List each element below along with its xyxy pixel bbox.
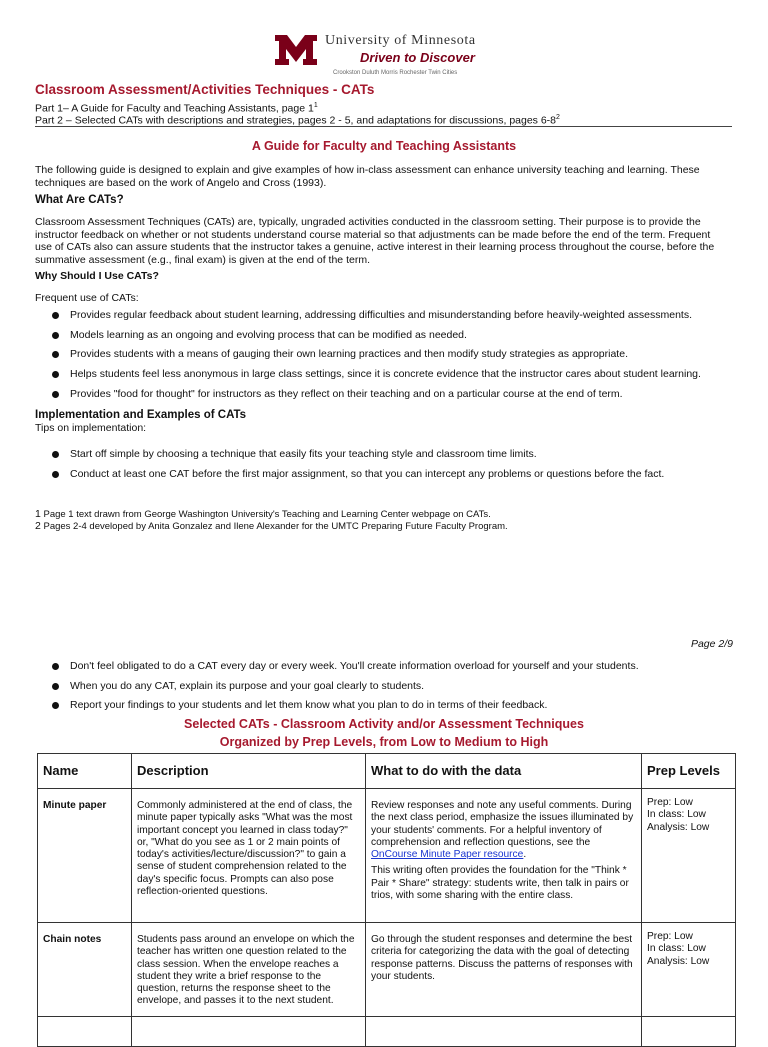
logo-campuses: Crookston Duluth Morris Rochester Twin Cities <box>333 70 458 76</box>
bullet-icon <box>52 663 59 670</box>
bullet-icon <box>52 471 59 478</box>
block-m-logo-icon <box>275 35 317 65</box>
bullet-icon <box>52 451 59 458</box>
what-heading: What Are CATs? <box>35 194 124 206</box>
column-header-data: What to do with the data <box>366 754 642 789</box>
cat-prep-levels: Prep: Low In class: Low Analysis: Low <box>642 789 736 923</box>
column-header-prep: Prep Levels <box>642 754 736 789</box>
title-divider <box>35 126 732 127</box>
cat-prep-levels: Prep: Low In class: Low Analysis: Low <box>642 923 736 1017</box>
column-header-description: Description <box>132 754 366 789</box>
frequent-use-label: Frequent use of CATs: <box>35 292 139 304</box>
cat-data-cell: Review responses and note any useful comments. During the next class period, emphasize the issues illuminated by your students' comments. For a helpful inventory of comprehension and reflection questions, see the OnCourse Minute Paper resource. This writing often provides the foundation for the "Think * Pair * Share" strategy: students write, then talk in pairs or trios, with some sharing with the entire class. <box>366 789 642 923</box>
bullet-icon <box>52 702 59 709</box>
page-number: Page 2/9 <box>690 638 733 650</box>
bullet-icon <box>52 351 59 358</box>
bullet-icon <box>52 683 59 690</box>
column-header-name: Name <box>38 754 132 789</box>
logo-university-name: University of Minnesota <box>325 33 476 48</box>
cat-data-cell: Go through the student responses and determine the best criteria for categorizing the data with the goal of detecting response patterns. Discuss the patterns of responses with your students. <box>366 923 642 1017</box>
part-1-line: Part 1– A Guide for Faculty and Teaching Assistants, page $1^1$ <box>35 102 318 115</box>
implementation-heading: Implementation and Examples of CATs <box>35 409 247 421</box>
prep-levels-subheading: Organized by Prep Levels, from Low to Medium to High <box>219 735 549 749</box>
why-heading: Why Should I Use CATs? <box>35 270 159 282</box>
part-2-line: Part 2 – Selected CATs with descriptions and strategies, pages 2 - 5, and adaptations for discussions, pages $6-8^2$ <box>35 114 560 127</box>
document-title: Classroom Assessment/Activities Techniques - CATs <box>35 82 375 97</box>
selected-cats-heading: Selected CATs - Classroom Activity and/or Assessment Techniques <box>184 717 584 731</box>
logo-tagline: Driven to Discover <box>360 50 475 65</box>
footnote-2: 2 Pages 2-4 developed by Anita Gonzalez and Ilene Alexander for the UMTC Preparing Future Faculty Program. <box>35 520 508 532</box>
university-logo <box>275 33 505 81</box>
intro-paragraph: The following guide is designed to explain and give examples of how in-class assessment can enhance university teaching and learning. These techniques are based on the work of Angelo and Cross (1993). <box>35 164 700 189</box>
table-row <box>38 789 736 923</box>
cat-description: Commonly administered at the end of class, the minute paper typically asks "What was the most important concept you learned in class today?" or, "What do you see as 1 or 2 main points of today's activities/lecture/discussion?" to gain a sense of student comprehension related to the day's specific focus. Prompts can also pose reflection-oriented questions. <box>132 789 366 923</box>
cat-description: Students pass around an envelope on which the teacher has written one question related to the class session. When the envelope reaches a student they write a brief response to the question, returns the response sheet to the envelope, and passes it to the next student. <box>132 923 366 1017</box>
bullet-icon <box>52 391 59 398</box>
guide-heading: A Guide for Faculty and Teaching Assistants <box>251 139 517 153</box>
table-row <box>38 923 736 1017</box>
bullet-icon <box>52 371 59 378</box>
bullet-icon <box>52 332 59 339</box>
oncourse-minute-paper-link[interactable]: OnCourse Minute Paper resource <box>371 849 524 861</box>
cat-name: Chain notes <box>38 923 132 1017</box>
footnote-1: 1 Page 1 text drawn from George Washington University's Teaching and Learning Center webpage on CATs. <box>35 508 491 520</box>
what-paragraph: Classroom Assessment Techniques (CATs) are, typically, ungraded activities conducted in the classroom setting. Their purpose is to provide the instructor feedback on whether or not students understand course material so that adjustments can be made before the end of the term. Frequent use of CATs also can assure students that the instructor takes a genuine, active interest in their learning process throughout the course, before the summative assessment (e.g., final exam) is given at the end of the term. <box>35 216 715 266</box>
table-row <box>38 1017 736 1047</box>
tips-label: Tips on implementation: <box>35 422 147 434</box>
cats-table <box>37 753 736 1047</box>
cat-name: Minute paper <box>38 789 132 923</box>
bullet-icon <box>52 312 59 319</box>
table-header-row <box>38 754 736 789</box>
